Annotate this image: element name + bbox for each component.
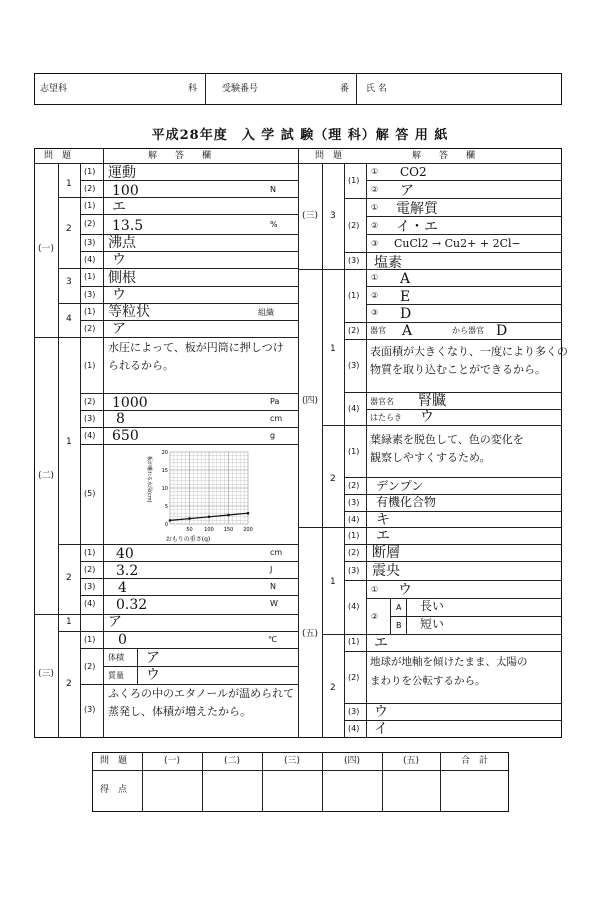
- ab-label: B: [396, 621, 402, 630]
- sub-label: (1): [84, 201, 96, 210]
- sub-label: (1): [348, 176, 360, 185]
- answer: 100: [112, 183, 139, 199]
- answer: ふくろの中のエタノールが温められて: [108, 687, 295, 700]
- score-tokuten: 得 点: [100, 785, 128, 795]
- sub-label: (4): [348, 515, 360, 524]
- answer: られるから。: [108, 359, 174, 372]
- sub-label: (2): [348, 548, 360, 557]
- graph-ylabel: 板が離れる水深(cm): [146, 456, 152, 503]
- unit: N: [270, 185, 276, 194]
- taiseki-label: 体積: [108, 653, 124, 662]
- sub-label: (2): [348, 326, 360, 335]
- q-number: 2: [66, 679, 72, 689]
- unit: ℃: [268, 635, 277, 644]
- section-1-label: (一): [38, 244, 55, 254]
- score-goukei: 合 計: [460, 756, 488, 766]
- answer: ウ: [146, 667, 160, 683]
- left-mondai-header: 問 題: [44, 151, 72, 161]
- answer: 震央: [372, 563, 400, 579]
- answer: 運動: [108, 165, 136, 181]
- q-number: 1: [330, 577, 336, 587]
- answer: 13.5: [112, 218, 144, 234]
- depth-graph: [140, 446, 260, 542]
- sub-label: (3): [84, 238, 96, 247]
- q-number: 4: [66, 314, 72, 324]
- answer: 0.32: [116, 597, 148, 613]
- q-number: 1: [330, 344, 336, 354]
- sub-label: (2): [84, 565, 96, 574]
- sub-label: (4): [84, 431, 96, 440]
- sub-label: (5): [84, 489, 96, 498]
- sub-label: (4): [84, 599, 96, 608]
- answer: 表面積が大きくなり、一度により多くの: [370, 345, 568, 358]
- ka-label: 科: [188, 84, 198, 94]
- answer: 40: [116, 546, 134, 562]
- score-col-4: (四): [343, 756, 361, 766]
- x-tick-label: 50: [186, 527, 193, 533]
- data-point: [208, 516, 211, 519]
- kara-kikan-label: から器官: [452, 326, 484, 335]
- answer: 沸点: [108, 235, 136, 251]
- page-title: 平成28年度 入 学 試 験（理 科）解 答 用 紙: [151, 128, 449, 143]
- x-tick-label: 200: [243, 527, 253, 533]
- sub-label: (2): [348, 481, 360, 490]
- sub-label: (2): [84, 662, 96, 671]
- answer: 蒸発し、体積が増えたから。: [108, 705, 251, 718]
- answer: エ: [376, 528, 390, 544]
- answer: CO2: [400, 165, 427, 179]
- sub-label: (2): [84, 397, 96, 406]
- score-col-1: (一): [163, 756, 181, 766]
- right-kaitouran-header: 解 答 欄: [412, 151, 476, 161]
- answer: エ: [374, 635, 388, 651]
- answer: まわりを公転するから。: [370, 675, 486, 687]
- q-number: 1: [66, 437, 72, 447]
- kikan-mei-label: 器官名: [370, 397, 394, 406]
- answer: E: [400, 289, 411, 305]
- sub-label: (1): [348, 447, 360, 456]
- section-3-label: (三): [38, 669, 55, 679]
- answer: 有機化合物: [376, 495, 437, 509]
- circle-label: ①: [371, 273, 379, 282]
- shitsuryou-label: 質量: [108, 671, 124, 680]
- unit: J: [270, 565, 273, 574]
- y-tick-label: 10: [161, 486, 168, 492]
- score-col-5: (五): [402, 756, 420, 766]
- score-col-2: (二): [223, 756, 241, 766]
- answer: A: [400, 271, 411, 287]
- sub-label: (1): [84, 307, 96, 316]
- answer: 等粒状: [108, 304, 150, 320]
- hataraki-label: はたらき: [370, 413, 402, 422]
- section-5-label: (五): [302, 629, 319, 639]
- shimei-label: 氏 名: [366, 84, 387, 94]
- answer: 3.2: [116, 563, 139, 579]
- answer: 観察しやすくするため。: [370, 451, 491, 464]
- sub-label: (3): [348, 498, 360, 507]
- answer: ウ: [112, 287, 126, 303]
- sub-label: (3): [348, 566, 360, 575]
- answer: エ: [112, 199, 126, 215]
- circle-label: ②: [371, 612, 379, 621]
- sub-label: (4): [348, 724, 360, 733]
- answer: デンプン: [376, 479, 424, 493]
- unit: cm: [270, 414, 283, 423]
- left-kaitouran-header: 解 答 欄: [148, 151, 212, 161]
- score-col-3: (三): [283, 756, 301, 766]
- answer: 水圧によって、板が円筒に押しつけ: [108, 341, 284, 354]
- circle-label: ③: [371, 308, 379, 317]
- sub-label: (1): [84, 272, 96, 281]
- answer: 地球が地軸を傾けたまま、太陽の: [370, 656, 528, 668]
- unit: g: [270, 431, 276, 440]
- sub-label: (1): [84, 167, 96, 176]
- sub-label: (2): [84, 184, 96, 193]
- answer: 断層: [372, 545, 400, 561]
- answer: ウ: [374, 704, 388, 720]
- answer: イ: [374, 721, 388, 737]
- sub-label: (2): [84, 324, 96, 333]
- answer: 腎臓: [418, 393, 446, 409]
- y-tick-label: 0: [164, 522, 168, 528]
- sub-label: (1): [84, 548, 96, 557]
- answer: A: [402, 323, 413, 339]
- q-number: 2: [330, 474, 336, 484]
- unit: N: [270, 582, 276, 591]
- answer: 長い: [420, 599, 445, 613]
- section-4-label: (四): [302, 396, 319, 406]
- answer: 650: [112, 428, 139, 444]
- y-tick-label: 15: [161, 468, 168, 474]
- answer: D: [496, 323, 508, 339]
- y-tick-label: 20: [161, 450, 168, 456]
- answer: 0: [118, 632, 127, 648]
- section-3-label: (三): [302, 211, 319, 221]
- q-number: 1: [66, 179, 72, 189]
- score-mondai: 問 題: [100, 756, 128, 766]
- answer: 塩素: [374, 255, 402, 271]
- answer: 葉緑素を脱色して、色の変化を: [370, 433, 524, 446]
- circle-label: ③: [371, 239, 379, 248]
- juken-bangou-label: 受験番号: [222, 84, 259, 94]
- q-number: 1: [66, 617, 72, 627]
- answer: ウ: [398, 582, 412, 598]
- sub-label: (2): [348, 221, 360, 230]
- y-tick-label: 5: [164, 504, 168, 510]
- unit: %: [270, 220, 278, 229]
- circle-label: ②: [371, 291, 379, 300]
- sub-label: (3): [348, 361, 360, 370]
- answer: 電解質: [396, 201, 438, 217]
- circle-label: ①: [371, 203, 379, 212]
- data-point: [247, 512, 250, 515]
- q-number: 3: [330, 211, 336, 221]
- sub-label: (3): [348, 707, 360, 716]
- circle-label: ①: [371, 585, 379, 594]
- section-2-label: (二): [38, 471, 55, 481]
- answer: ア: [112, 321, 126, 337]
- answer: 1000: [112, 395, 148, 411]
- sub-label: (3): [84, 290, 96, 299]
- x-tick-label: 150: [223, 527, 234, 533]
- ab-label: A: [396, 603, 402, 612]
- answer: ア: [108, 614, 122, 630]
- sub-label: (2): [348, 673, 360, 682]
- answer: イ・エ: [396, 219, 438, 235]
- sub-label: (4): [348, 404, 360, 413]
- data-point: [188, 517, 191, 520]
- answer: 8: [116, 411, 125, 427]
- sub-label: (1): [348, 531, 360, 540]
- unit: W: [270, 599, 278, 608]
- answer: 短い: [420, 617, 445, 631]
- answer: ウ: [420, 409, 434, 425]
- sub-label: (1): [348, 291, 360, 300]
- answer: 物質を取り込むことができるから。: [370, 363, 546, 376]
- sub-label: (4): [348, 602, 360, 611]
- sub-label: (4): [84, 255, 96, 264]
- q-number: 2: [66, 224, 72, 234]
- sub-label: (3): [84, 582, 96, 591]
- kikan-label: 器官: [370, 326, 386, 335]
- q-number: 2: [330, 683, 336, 693]
- sub-label: (1): [84, 635, 96, 644]
- ban-label: 番: [340, 84, 350, 94]
- unit: Pa: [270, 397, 280, 406]
- answer: ア: [400, 183, 414, 199]
- circle-label: ②: [371, 185, 379, 194]
- sub-label: (3): [84, 705, 96, 714]
- answer: 4: [118, 580, 127, 596]
- data-point: [169, 519, 172, 522]
- q-number: 2: [66, 573, 72, 583]
- answer: 側根: [108, 270, 136, 286]
- sub-label: (3): [348, 256, 360, 265]
- answer: D: [400, 306, 412, 322]
- right-mondai-header: 問 題: [315, 151, 343, 161]
- sub-label: (1): [84, 361, 96, 370]
- answer: ア: [146, 650, 160, 666]
- unit: cm: [270, 548, 283, 557]
- circle-label: ②: [371, 221, 379, 230]
- sub-label: (1): [348, 637, 360, 646]
- x-tick-label: 100: [204, 527, 214, 533]
- unit: 組織: [258, 308, 274, 317]
- graph-xlabel: おもりの重さ(g): [165, 536, 211, 542]
- data-point: [227, 514, 230, 517]
- header-box: [34, 73, 562, 105]
- shibouka-label: 志望科: [40, 84, 68, 94]
- answer: ウ: [112, 252, 126, 268]
- circle-label: ①: [371, 167, 379, 176]
- answer: CuCl2 → Cu2+ + 2Cl−: [394, 237, 521, 250]
- answer: キ: [376, 512, 390, 528]
- q-number: 3: [66, 277, 72, 287]
- sub-label: (3): [84, 414, 96, 423]
- sub-label: (2): [84, 219, 96, 228]
